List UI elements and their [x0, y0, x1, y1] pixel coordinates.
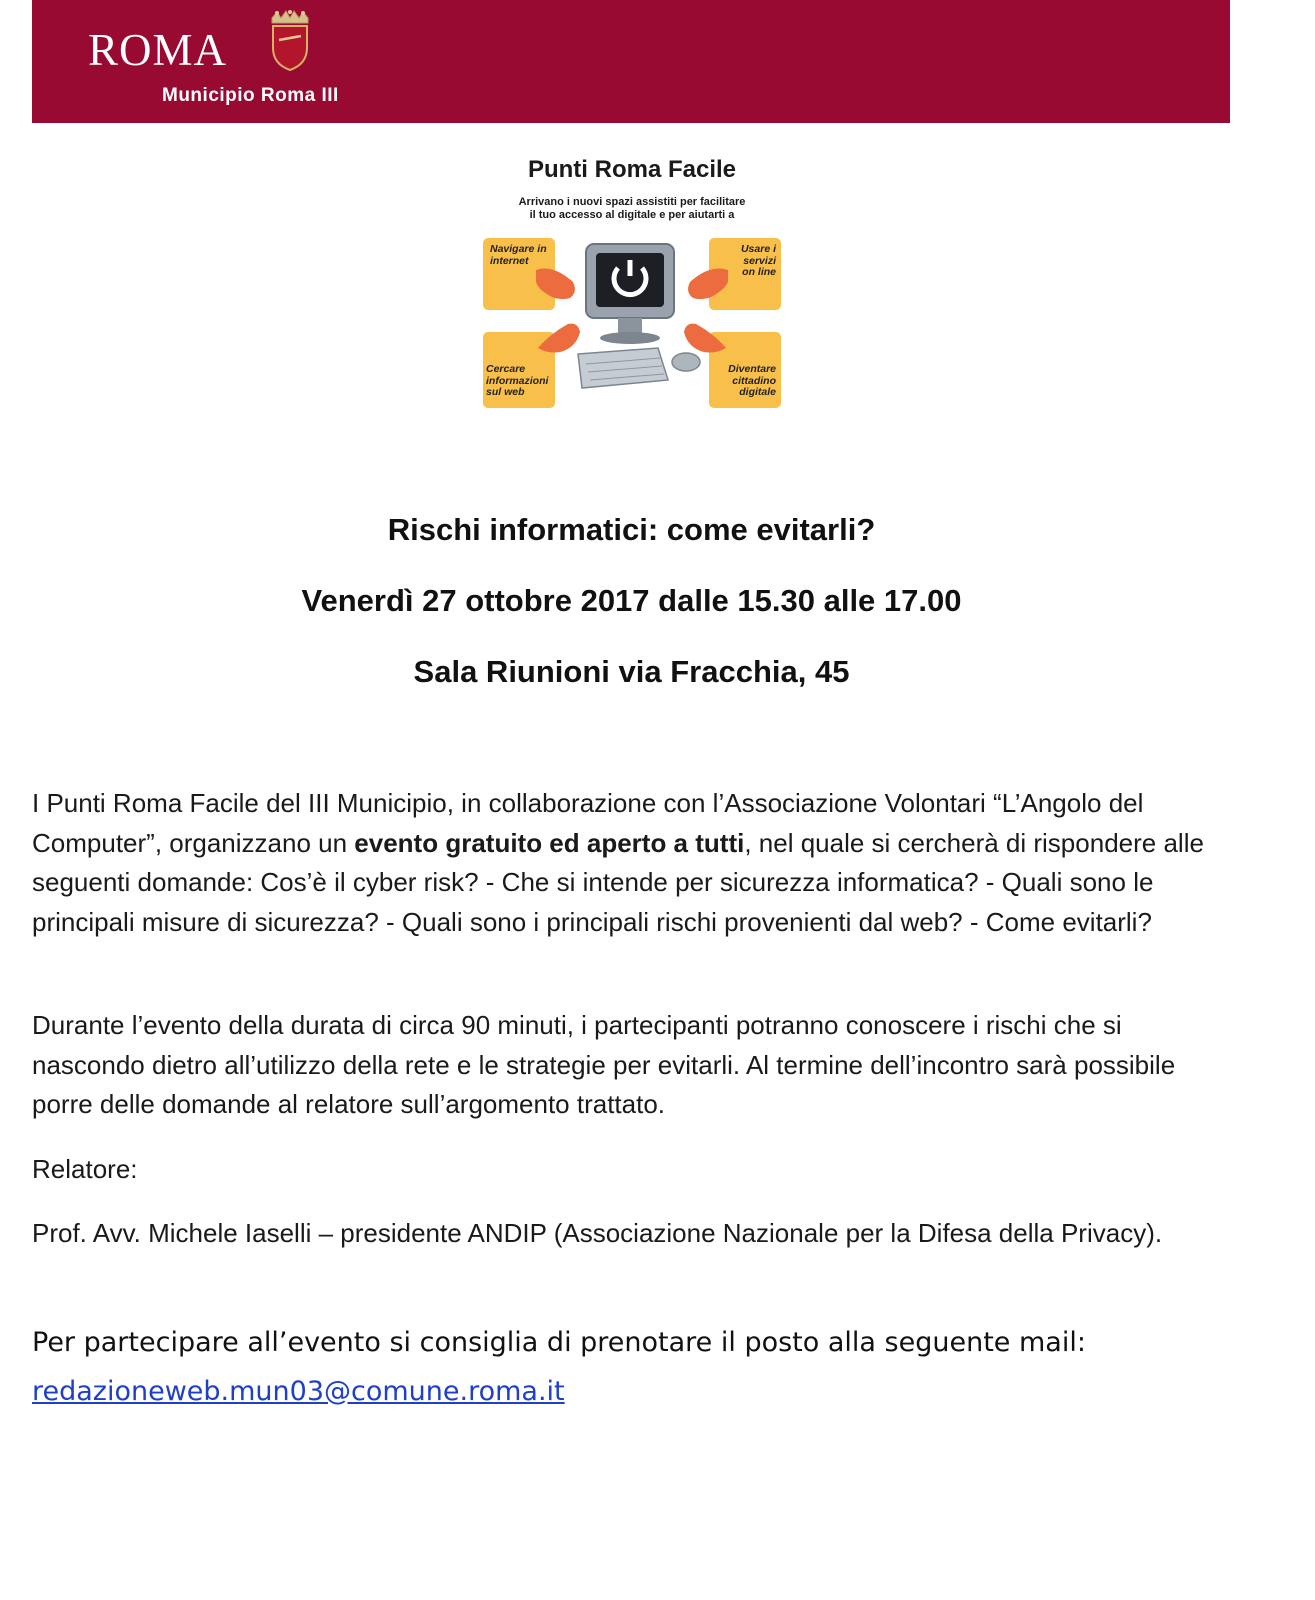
speaker-label: Relatore:	[32, 1154, 138, 1184]
event-location: Sala Riunioni via Fracchia, 45	[413, 654, 850, 689]
poster-title: Punti Roma Facile	[527, 156, 737, 183]
keyboard-icon	[578, 348, 668, 388]
poster-subtitle: Arrivano i nuovi spazi assistiti per facilitare il tuo accesso al digitale e per aiutarti a	[518, 196, 746, 221]
punti-roma-facile-poster	[478, 152, 786, 414]
intro-paragraph: I Punti Roma Facile del III Municipio, in collaborazione con l’Associazione Volontari “L’Angolo del Computer”, organizzano un evento gratuito ed aperto a tutti, nel quale si cercherà di rispondere alle seguenti domande: Cos’è il cyber risk? - Che si intende per sicurezza informatica? - Quali sono le principali misure di sicurezza? - Quali sono i principali rischi provenienti dal web? - Come evitarli?	[32, 788, 1204, 937]
corner-label-diventare: Diventare cittadino digitale	[728, 363, 776, 398]
speaker-info: Prof. Avv. Michele Iaselli – presidente ANDIP (Associazione Nazionale per la Difesa della Privacy).	[32, 1218, 1163, 1248]
email-link[interactable]: redazioneweb.mun03@comune.roma.it	[32, 1376, 565, 1407]
roma-crest-icon	[268, 10, 312, 72]
description-paragraph: Durante l’evento della durata di circa 90 minuti, i partecipanti potranno conoscere i rischi che si nascondo dietro all’utilizzo della rete e le strategie per evitarli. Al termine dell’incontro sarà possibile porre delle domande al relatore sull’argomento trattato.	[32, 1010, 1176, 1120]
mouse-icon	[672, 353, 700, 371]
corner-label-cercare: Cercare informazioni sul web	[486, 363, 549, 398]
free-event-highlight: evento gratuito ed aperto a tutti	[354, 827, 745, 858]
event-date: Venerdì 27 ottobre 2017 dalle 15.30 alle 17.00	[301, 583, 962, 618]
municipio-subtitle: Municipio Roma III	[162, 85, 339, 106]
booking-text: Per partecipare all’evento si consiglia di prenotare il posto alla seguente mail:	[32, 1327, 1086, 1358]
roma-logo-text: ROMA	[88, 25, 228, 75]
event-title: Rischi informatici: come evitarli?	[387, 512, 876, 547]
booking-paragraph	[32, 1318, 1222, 1416]
corner-label-navigare: Navigare in internet	[490, 243, 547, 267]
corner-label-usare: Usare i servizi on line	[740, 243, 776, 278]
